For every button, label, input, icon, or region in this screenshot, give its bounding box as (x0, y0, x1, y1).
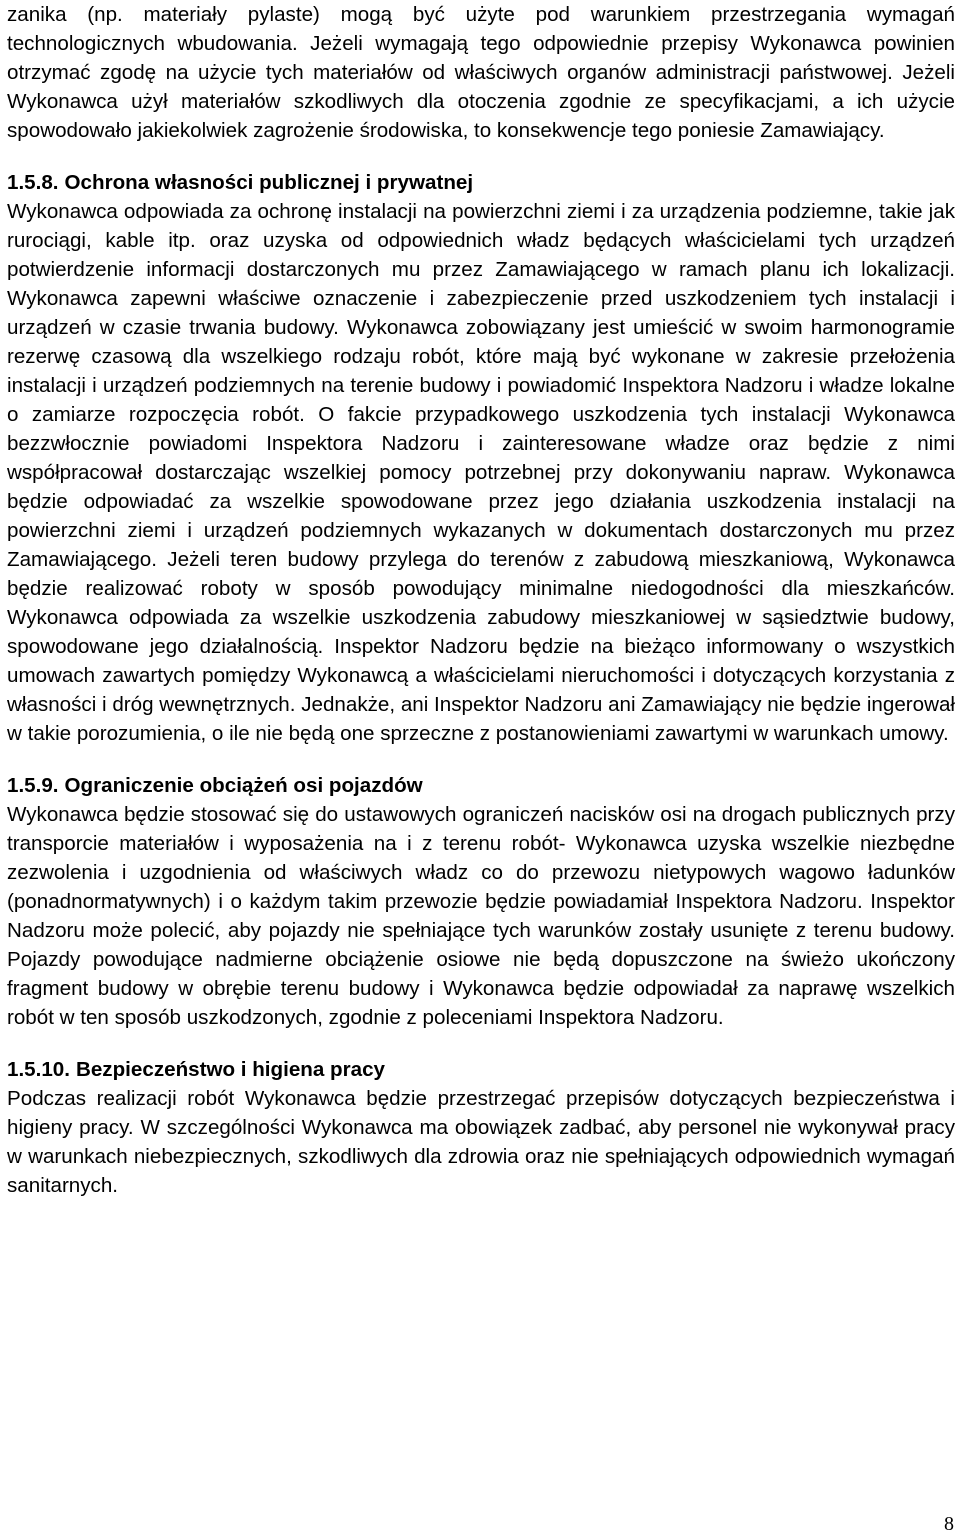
section-title: Bezpieczeństwo i higiena pracy (75, 1058, 385, 1081)
section-1-5-8 (7, 168, 955, 748)
section-heading (7, 168, 955, 197)
section-heading (7, 771, 955, 800)
section-heading (7, 1055, 955, 1084)
intro-paragraph: zanika (np. materiały pylaste) mogą być użyte pod warunkiem przestrzegania wymagań technologicznych wbudowania. Jeżeli wymagają tego odpowiednie przepisy Wykonawca powinien otrzymać zgodę na użycie tych materiałów od właściwych organów administracji państwowej. Jeżeli Wykonawca użył materiałów szkodliwych dla otoczenia zgodnie ze specyfikacjami, a ich użycie spowodowało jakiekolwiek zagrożenie środowiska, to konsekwencje tego poniesie Zamawiający. (7, 3, 955, 142)
section-number: 1.5.10. (7, 1058, 70, 1081)
section-number: 1.5.8. (7, 171, 59, 194)
section-title: Ograniczenie obciążeń osi pojazdów (64, 774, 423, 797)
section-body: Wykonawca będzie stosować się do ustawowych ograniczeń nacisków osi na drogach publicznych przy transporcie materiałów i wyposażenia na i z terenu robót- Wykonawca uzyska wszelkie niezbędne zezwolenia i uzgodnienia od właściwych władz co do przewozu nietypowych wagowo ładunków (ponadnormatywnych) i o każdym takim przewozie będzie powiadamiał Inspektora Nadzoru. Inspektor Nadzoru może polecić, aby pojazdy nie spełniające tych warunków zostały usunięte z terenu budowy. Pojazdy powodujące nadmierne obciążenie osiowe nie będą dopuszczone na świeżo ukończony fragment budowy w obrębie terenu budowy i Wykonawca będzie odpowiadał za naprawę wszelkich robót w ten sposób uszkodzonych, zgodnie z poleceniami Inspektora Nadzoru. (7, 803, 955, 1029)
section-body: Wykonawca odpowiada za ochronę instalacji na powierzchni ziemi i za urządzenia podziemne, takie jak rurociągi, kable itp. oraz uzyska od odpowiednich władz będących właścicielami tych urządzeń potwierdzenie informacji dostarczonych mu przez Zamawiającego w ramach planu ich lokalizacji. Wykonawca zapewni właściwe oznaczenie i zabezpieczenie przed uszkodzeniem tych instalacji i urządzeń w czasie trwania budowy. Wykonawca zobowiązany jest umieścić w swoim harmonogramie rezerwę czasową dla wszelkiego rodzaju robót, które mają być wykonane w zakresie przełożenia instalacji i urządzeń podziemnych na terenie budowy i powiadomić Inspektora Nadzoru i władze lokalne o zamiarze rozpoczęcia robót. O fakcie przypadkowego uszkodzenia tych instalacji Wykonawca bezzwłocznie powiadomi Inspektora Nadzoru i zainteresowane władze oraz będzie z nimi współpracował dostarczając wszelkiej pomocy potrzebnej przy dokonywaniu napraw. Wykonawca będzie odpowiadać za wszelkie spowodowane przez jego działania uszkodzenia instalacji na powierzchni ziemi i urządzeń podziemnych wykazanych w dokumentach dostarczonych mu przez Zamawiającego. Jeżeli teren budowy przylega do terenów z zabudową mieszkaniową, Wykonawca będzie realizować roboty w sposób powodujący minimalne niedogodności dla mieszkańców. Wykonawca odpowiada za wszelkie uszkodzenia zabudowy mieszkaniowej w sąsiedztwie budowy, spowodowane jego działalnością. Inspektor Nadzoru będzie na bieżąco informowany o wszystkich umowach zawartych pomiędzy Wykonawcą a właścicielami nieruchomości i dotyczących korzystania z własności i dróg wewnętrznych. Jednakże, ani Inspektor Nadzoru ani Zamawiający nie będzie ingerował w takie porozumienia, o ile nie będą one sprzeczne z postanowieniami zawartymi w warunkach umowy. (7, 200, 955, 745)
document-page (7, 0, 955, 1200)
page-number: 8 (944, 1513, 954, 1535)
section-number: 1.5.9. (7, 774, 59, 797)
section-title: Ochrona własności publicznej i prywatnej (64, 171, 474, 194)
section-1-5-9 (7, 771, 955, 1032)
section-body: Podczas realizacji robót Wykonawca będzie przestrzegać przepisów dotyczących bezpieczeństwa i higieny pracy. W szczególności Wykonawca ma obowiązek zadbać, aby personel nie wykonywał pracy w warunkach niebezpiecznych, szkodliwych dla zdrowia oraz nie spełniających odpowiednich wymagań sanitarnych. (7, 1087, 955, 1197)
section-1-5-10 (7, 1055, 955, 1200)
